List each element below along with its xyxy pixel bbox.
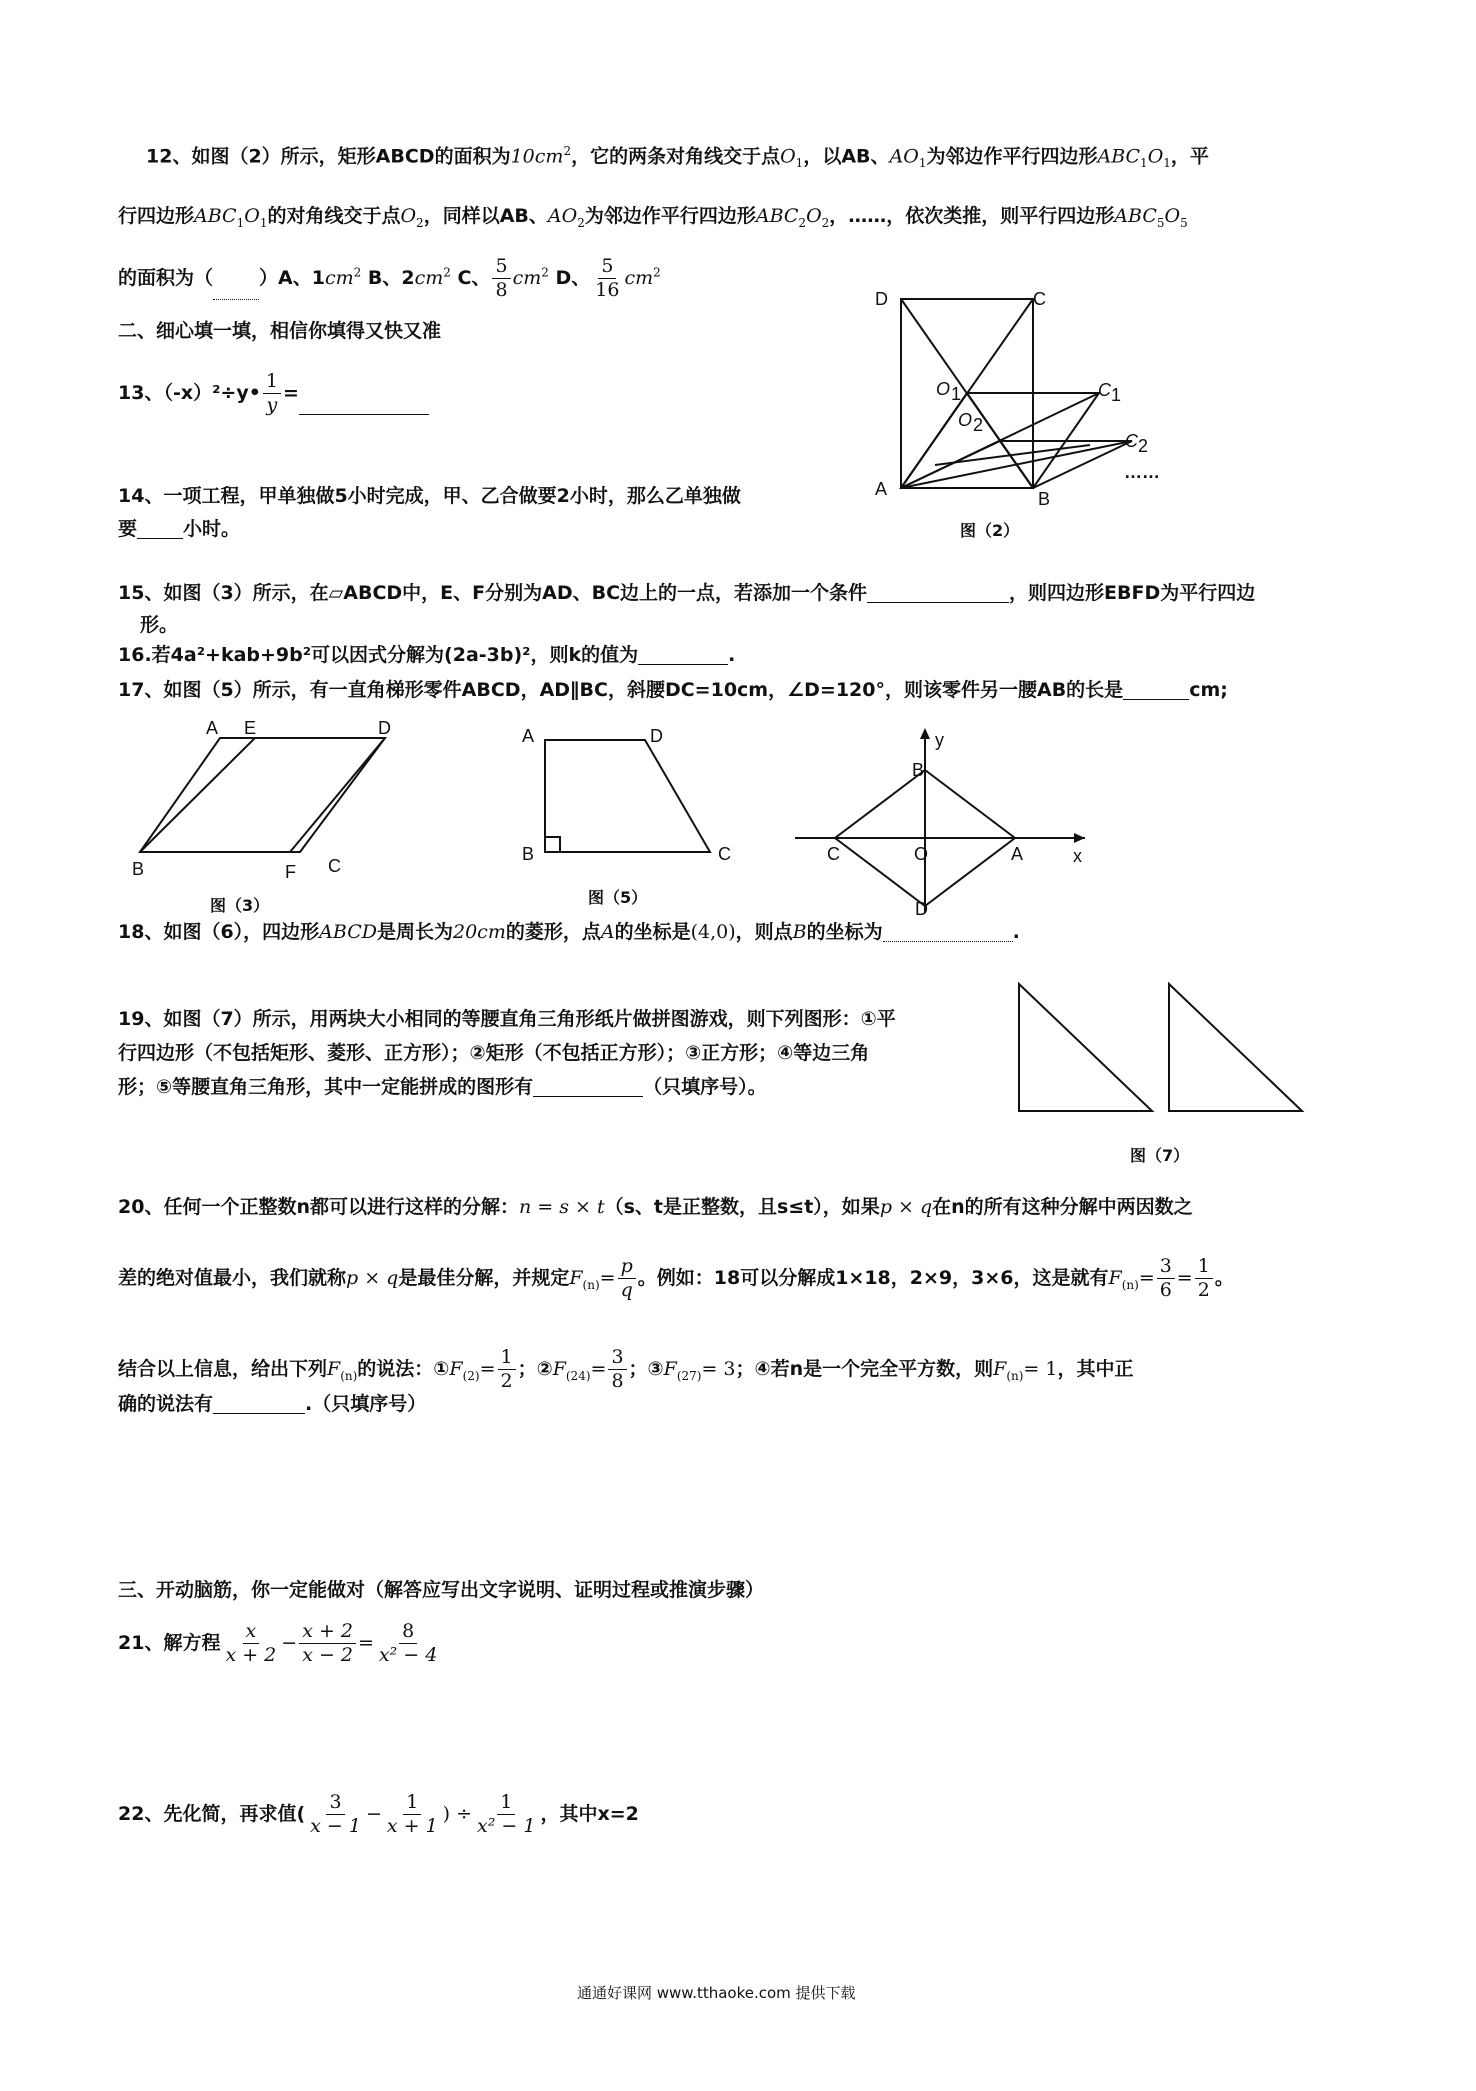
q20-line1: 20、任何一个正整数n都可以进行这样的分解：n = s × t（s、t是正整数，且s≤t），如果p × q在n的所有这种分解中两因数之	[118, 1196, 1193, 1218]
q20-frac-pq: $\frac{p}{q}$	[618, 1257, 636, 1300]
figure-2	[870, 285, 1190, 535]
q15-line2: 形。	[140, 614, 179, 636]
fig7-caption: 图（7）	[1130, 1146, 1190, 1165]
fig2-label-a: A	[875, 479, 888, 499]
fig3-caption: 图（3）	[210, 896, 270, 915]
q20-line4: 确的说法有 .（只填序号）	[118, 1393, 427, 1415]
q13-answer-blank[interactable]	[299, 396, 429, 415]
svg-text:2: 2	[1138, 436, 1149, 456]
q17: 17、如图（5）所示，有一直角梯形零件ABCD，AD∥BC，斜腰DC=10cm，∠D=120°，则该零件另一腰AB的长是 cm;	[118, 679, 1228, 701]
q18-answer-blank[interactable]	[883, 923, 1013, 942]
fig5-label-c: C	[718, 844, 731, 864]
q19-line1: 19、如图（7）所示，用两块大小相同的等腰直角三角形纸片做拼图游戏，则下列图形：①平	[118, 1008, 896, 1030]
section-3-heading: 三、开动脑筋，你一定能做对（解答应写出文字说明、证明过程或推演步骤）	[118, 1579, 765, 1601]
figure-5	[520, 720, 750, 870]
q20-frac-ex1: $\frac{3}{6}$	[1157, 1257, 1175, 1300]
q15-answer-blank[interactable]	[867, 584, 1009, 603]
q14-line2: 要 小时。	[118, 518, 241, 540]
fig6-label-b: B	[912, 760, 925, 780]
q19-answer-blank[interactable]	[533, 1078, 643, 1097]
q20-line3: 结合以上信息，给出下列$F_{(n)}$的说法：$①F_{(2)}=$ $\frac{1}{2}$ ；$②F_{(24)}=$ $\frac{3}{8}$ ；$③F_{(27)}= 3$；④若n是一个完全平方数，则$F_{(n)}= 1$，其中正	[118, 1346, 1134, 1392]
q16: 16.若4a²+kab+9b²可以因式分解为(2a-3b)²，则k的值为 .	[118, 644, 736, 666]
fig2-label-c1: C	[1098, 380, 1111, 400]
fig6-label-d: D	[915, 899, 928, 919]
fig3-label-c: C	[328, 856, 341, 876]
fig2-label-o1: O	[936, 379, 951, 399]
fig6-label-x: x	[1073, 846, 1082, 866]
fig5-label-b: B	[522, 844, 535, 864]
q22-frac-1: $\frac{3}{x - 1}$	[310, 1791, 361, 1837]
svg-text:2: 2	[973, 415, 984, 435]
q20-frac-f2: $\frac{1}{2}$	[498, 1348, 516, 1391]
figure-7	[1015, 980, 1315, 1120]
fig6-label-o: O	[914, 844, 929, 864]
q13-frac: $\frac{1}{y}$	[263, 372, 281, 415]
q22-frac-2: $\frac{1}{x + 1}$	[386, 1791, 438, 1837]
q12-line3: 的面积为（ ）A、$1cm^2$ B、$2cm^2$ C、 $\frac{5}{8}$ $cm^2$ D、 $\frac{5}{16}$ $cm^2$	[118, 255, 661, 301]
q21-frac-2: $\frac{x + 2}{x - 2}$	[299, 1622, 356, 1665]
figure-6	[795, 728, 1095, 918]
fig2-caption: 图（2）	[960, 521, 1020, 540]
q20-frac-ex2: $\frac{1}{2}$	[1195, 1257, 1213, 1300]
fig6-label-a: A	[1011, 844, 1024, 864]
fig3-label-e: E	[244, 718, 257, 738]
q20-answer-blank[interactable]	[213, 1395, 305, 1414]
q13: 13、（-x）²÷y• $\frac{1}{y}$ =	[118, 372, 429, 415]
q22: 22、先化简，再求值( $\frac{3}{x - 1}$ − $\frac{1}{x + 1}$ ) ÷ $\frac{1}{\text{x² − 1}}$ ，其中x=2	[118, 1791, 639, 1837]
section-2-heading: 二、细心填一填，相信你填得又快又准	[118, 320, 442, 342]
fig3-label-b: B	[132, 859, 145, 879]
q12-line1: 12、如图（2）所示，矩形ABCD的面积为$10cm^2$，它的两条对角线交于点$O_1$，以AB、$AO_1$为邻边作平行四边形$ABC_1O_1$，平	[146, 144, 1209, 171]
q18: 18、如图（6），四边形ABCD是周长为20cm的菱形，点A的坐标是(4,0)，则点B的坐标为 .	[118, 921, 1020, 943]
fig2-label-c2: C	[1125, 431, 1138, 451]
fig2-label-d: D	[875, 289, 888, 309]
q12-frac-c: $\frac{5}{8}$	[492, 257, 510, 300]
fig3-label-d: D	[378, 718, 391, 738]
fig6-label-y: y	[935, 730, 944, 750]
fig3-label-f: F	[285, 862, 296, 882]
q22-frac-3: $\frac{1}{\text{x² − 1}}$	[477, 1791, 536, 1837]
q21-frac-1: $\frac{x}{x + 2}$	[225, 1620, 277, 1666]
q14-answer-blank[interactable]	[137, 520, 183, 539]
q12-line2: 行四边形$ABC_1O_1$的对角线交于点$O_2$，同样以AB、$AO_2$为邻边作平行四边形$ABC_2O_2$，……，依次类推，则平行四边形$ABC_5O_5$	[118, 205, 1188, 230]
q17-answer-blank[interactable]	[1123, 681, 1189, 700]
q20-line2: 差的绝对值最小，我们就称p × q是最佳分解，并规定$F_{(n)}=$ $\frac{p}{q}$ 。例如：18可以分解成1×18，2×9，3×6，这是就有$F_{(n)}=$ $\frac{3}{6}$ = $\frac{1}{2}$ 。	[118, 1255, 1234, 1301]
q19-line3: 形；⑤等腰直角三角形，其中一定能拼成的图形有 （只填序号）。	[118, 1076, 767, 1098]
fig5-label-d: D	[650, 726, 663, 746]
svg-text:1: 1	[1111, 385, 1122, 405]
q21: 21、解方程 $\frac{x}{x + 2}$ − $\frac{x + 2}{x - 2}$ = $\frac{8}{\text{x² − 4}}$	[118, 1622, 442, 1665]
q16-answer-blank[interactable]	[638, 646, 728, 665]
q21-frac-3: $\frac{8}{\text{x² − 4}}$	[378, 1620, 438, 1666]
fig2-label-b: B	[1038, 489, 1051, 509]
fig2-label-o2: O	[958, 410, 973, 430]
fig3-label-a: A	[206, 718, 219, 738]
q19-line2: 行四边形（不包括矩形、菱形、正方形）；②矩形（不包括正方形）；③正方形；④等边三角	[118, 1042, 870, 1064]
fig2-label-c: C	[1033, 289, 1046, 309]
q15-line1: 15、如图（3）所示，在▱ABCD中，E、F分别为AD、BC边上的一点，若添加一个条件 ，则四边形EBFD为平行四边	[118, 582, 1256, 604]
svg-text:1: 1	[951, 384, 962, 404]
figure-3	[132, 718, 420, 882]
q12-frac-d: $\frac{5}{16}$	[595, 255, 620, 301]
fig5-caption: 图（5）	[588, 888, 648, 907]
fig5-label-a: A	[522, 726, 535, 746]
fig6-label-c: C	[827, 844, 840, 864]
fig2-dots: ……	[1124, 462, 1160, 482]
footer-credit: 通通好课网 www.tthaoke.com 提供下载	[577, 1984, 856, 2002]
q20-frac-f24: $\frac{3}{8}$	[608, 1348, 626, 1391]
q14-line1: 14、一项工程，甲单独做5小时完成，甲、乙合做要2小时，那么乙单独做	[118, 485, 741, 507]
